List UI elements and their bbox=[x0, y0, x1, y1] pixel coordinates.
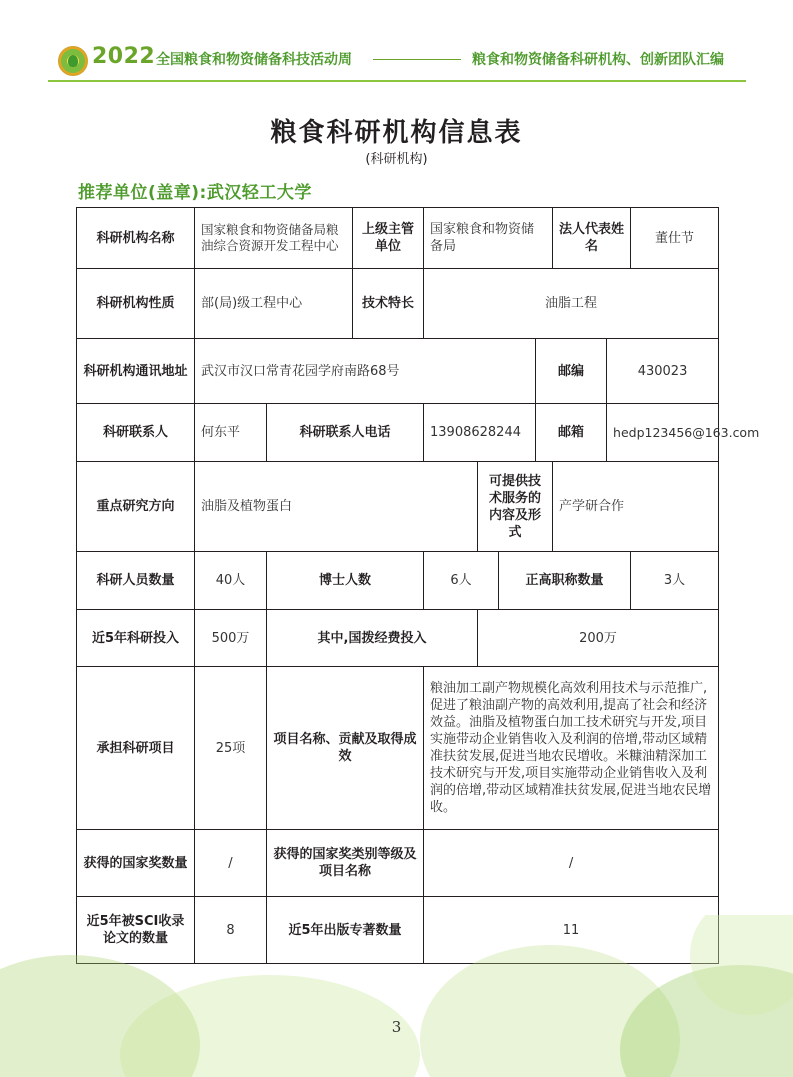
contact-label: 科研联系人 bbox=[77, 404, 195, 462]
table-row bbox=[77, 208, 719, 269]
header-divider bbox=[373, 59, 461, 60]
direction-label: 重点研究方向 bbox=[77, 462, 195, 552]
recommender-unit: 推荐单位(盖章):武汉轻工大学 bbox=[78, 183, 312, 203]
nature-value: 部(局)级工程中心 bbox=[195, 269, 353, 339]
awards-type-value: / bbox=[424, 830, 719, 897]
specialty-label: 技术特长 bbox=[353, 269, 424, 339]
page-header bbox=[0, 0, 793, 82]
email-label: 邮箱 bbox=[536, 404, 607, 462]
sci-value: 8 bbox=[195, 897, 267, 964]
direction-value: 油脂及植物蛋白 bbox=[195, 462, 478, 552]
phd-label: 博士人数 bbox=[267, 552, 424, 610]
phone-label: 科研联系人电话 bbox=[267, 404, 424, 462]
supervisor-value: 国家粮食和物资储备局 bbox=[424, 208, 553, 269]
invest-label: 近5年科研投入 bbox=[77, 610, 195, 667]
projects-detail-value: 粮油加工副产物规模化高效利用技术与示范推广,促进了粮油副产物的高效利用,提高了社会和经济效益。油脂及植物蛋白加工技术研究与开发,项目实施带动企业销售收入及利润的倍增,带动区域精准扶贫发展,促进当地农民增收。米糠油精深加工技术研究与开发,项目实施带动企业销售收入及利润的倍增,带动区域精准扶贫发展,促进当地农民增收。 bbox=[424, 667, 719, 830]
table-row bbox=[77, 610, 719, 667]
page-subtitle: (科研机构) bbox=[365, 152, 428, 167]
books-label: 近5年出版专著数量 bbox=[267, 897, 424, 964]
specialty-value: 油脂工程 bbox=[424, 269, 719, 339]
page-title: 粮食科研机构信息表 bbox=[270, 118, 523, 148]
wheat-logo-icon bbox=[58, 46, 88, 76]
contact-value: 何东平 bbox=[195, 404, 267, 462]
institution-info-table bbox=[76, 207, 760, 964]
header-event: 全国粮食和物资储备科技活动周 bbox=[156, 52, 352, 68]
table-row bbox=[77, 667, 719, 830]
decorative-foliage-background bbox=[0, 915, 793, 1077]
header-year: 2022 bbox=[92, 44, 156, 69]
nature-label: 科研机构性质 bbox=[77, 269, 195, 339]
awards-value: / bbox=[195, 830, 267, 897]
books-value: 11 bbox=[424, 897, 719, 964]
state-fund-label: 其中,国拨经费投入 bbox=[267, 610, 478, 667]
projects-detail-label: 项目名称、贡献及取得成效 bbox=[267, 667, 424, 830]
phd-value: 6人 bbox=[424, 552, 499, 610]
sci-label: 近5年被SCI收录论文的数量 bbox=[77, 897, 195, 964]
table-row bbox=[77, 462, 719, 552]
page-number: 3 bbox=[391, 1018, 402, 1036]
header-section: 粮食和物资储备科研机构、创新团队汇编 bbox=[472, 52, 724, 68]
senior-label: 正高职称数量 bbox=[499, 552, 631, 610]
address-value: 武汉市汉口常青花园学府南路68号 bbox=[195, 339, 536, 404]
awards-label: 获得的国家奖数量 bbox=[77, 830, 195, 897]
staff-value: 40人 bbox=[195, 552, 267, 610]
name-label: 科研机构名称 bbox=[77, 208, 195, 269]
name-value: 国家粮食和物资储备局粮油综合资源开发工程中心 bbox=[195, 208, 353, 269]
services-value: 产学研合作 bbox=[553, 462, 719, 552]
legal-rep-label: 法人代表姓名 bbox=[553, 208, 631, 269]
legal-rep-value: 董仕节 bbox=[631, 208, 719, 269]
table-row bbox=[77, 339, 719, 404]
staff-label: 科研人员数量 bbox=[77, 552, 195, 610]
supervisor-label: 上级主管单位 bbox=[353, 208, 424, 269]
address-label: 科研机构通讯地址 bbox=[77, 339, 195, 404]
awards-type-label: 获得的国家奖类别等级及项目名称 bbox=[267, 830, 424, 897]
services-label: 可提供技术服务的内容及形式 bbox=[478, 462, 553, 552]
projects-value: 25项 bbox=[195, 667, 267, 830]
table-row bbox=[77, 552, 719, 610]
header-rule bbox=[48, 80, 746, 82]
phone-value: 13908628244 bbox=[424, 404, 536, 462]
postcode-value: 430023 bbox=[607, 339, 719, 404]
postcode-label: 邮编 bbox=[536, 339, 607, 404]
projects-label: 承担科研项目 bbox=[77, 667, 195, 830]
invest-value: 500万 bbox=[195, 610, 267, 667]
state-fund-value: 200万 bbox=[478, 610, 719, 667]
table-row bbox=[77, 404, 719, 462]
table-row bbox=[77, 269, 719, 339]
table-row bbox=[77, 830, 719, 897]
senior-value: 3人 bbox=[631, 552, 719, 610]
email-value: hedp123456@163.com bbox=[607, 404, 719, 462]
